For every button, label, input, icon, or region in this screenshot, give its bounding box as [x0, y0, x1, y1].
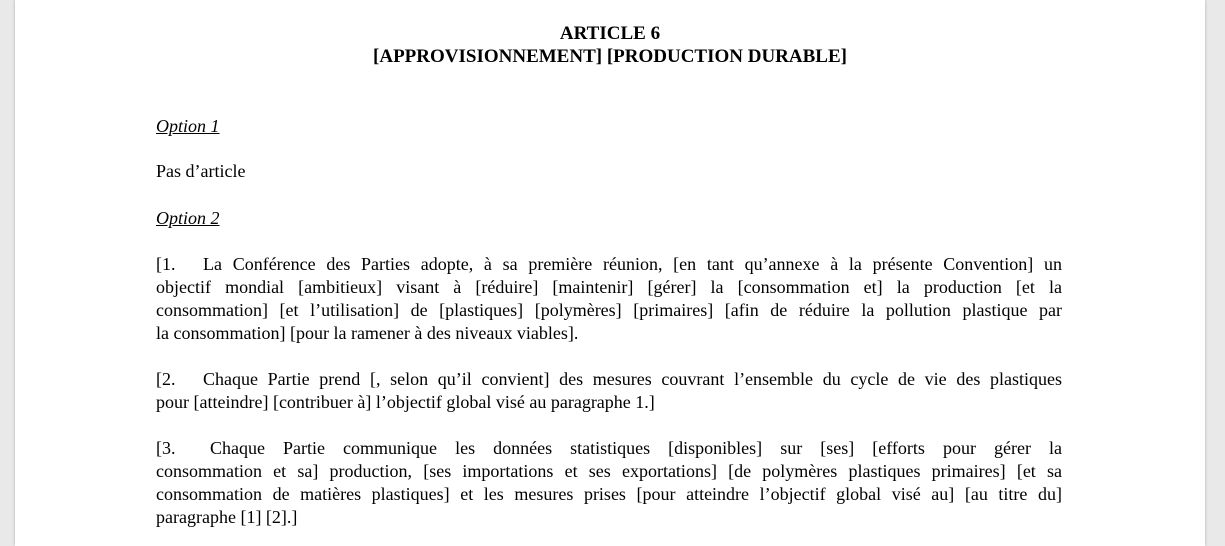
paragraph-1-line-2: objectif mondial [ambitieux] visant à [réduire] [maintenir] [gérer] la [consommation et] la production [et la [156, 277, 1062, 297]
paragraph-3-line-3: consommation de matières plastiques] et les mesures prises [pour atteindre l’objectif global visé au] [au titre du] [156, 484, 1062, 504]
paragraph-1-line-3: consommation] [et l’utilisation] de [plastiques] [polymères] [primaires] [afin de réduire la pollution plastique par [156, 300, 1062, 320]
article-number: ARTICLE 6 [559, 23, 661, 44]
option-1-body: Pas d’article [156, 161, 246, 181]
paragraph-2-line-1: [2. Chaque Partie prend [, selon qu’il convient] des mesures couvrant l’ensemble du cycle de vie des plastiques [156, 369, 1062, 389]
paragraph-3-line-4: paragraphe [1] [2].] [156, 507, 298, 527]
document-page [15, 0, 1205, 546]
paragraph-3-line-1: [3. Chaque Partie communique les données statistiques [disponibles] sur [ses] [efforts pour gérer la [156, 438, 1062, 458]
paragraph-2-line-2: pour [atteindre] [contribuer à] l’objectif global visé au paragraphe 1.] [156, 392, 655, 412]
paragraph-1-number: [1. [156, 254, 176, 274]
paragraph-3-line-2: consommation et sa] production, [ses importations et ses exportations] [de polymères plastiques primaires] [et sa [156, 461, 1062, 481]
paragraph-1-line-1: [1. La Conférence des Parties adopte, à sa première réunion, [en tant qu’annexe à la présente Convention] un [156, 254, 1062, 274]
article-title: [APPROVISIONNEMENT] [PRODUCTION DURABLE] [373, 46, 847, 67]
paragraph-2-number: [2. [156, 369, 176, 389]
option-2-heading: Option 2 [156, 208, 220, 228]
paragraph-3-number: [3. [156, 438, 176, 458]
paragraph-1-line-4: la consommation] [pour la ramener à des niveaux viables]. [156, 323, 579, 343]
option-1-heading: Option 1 [156, 116, 220, 136]
